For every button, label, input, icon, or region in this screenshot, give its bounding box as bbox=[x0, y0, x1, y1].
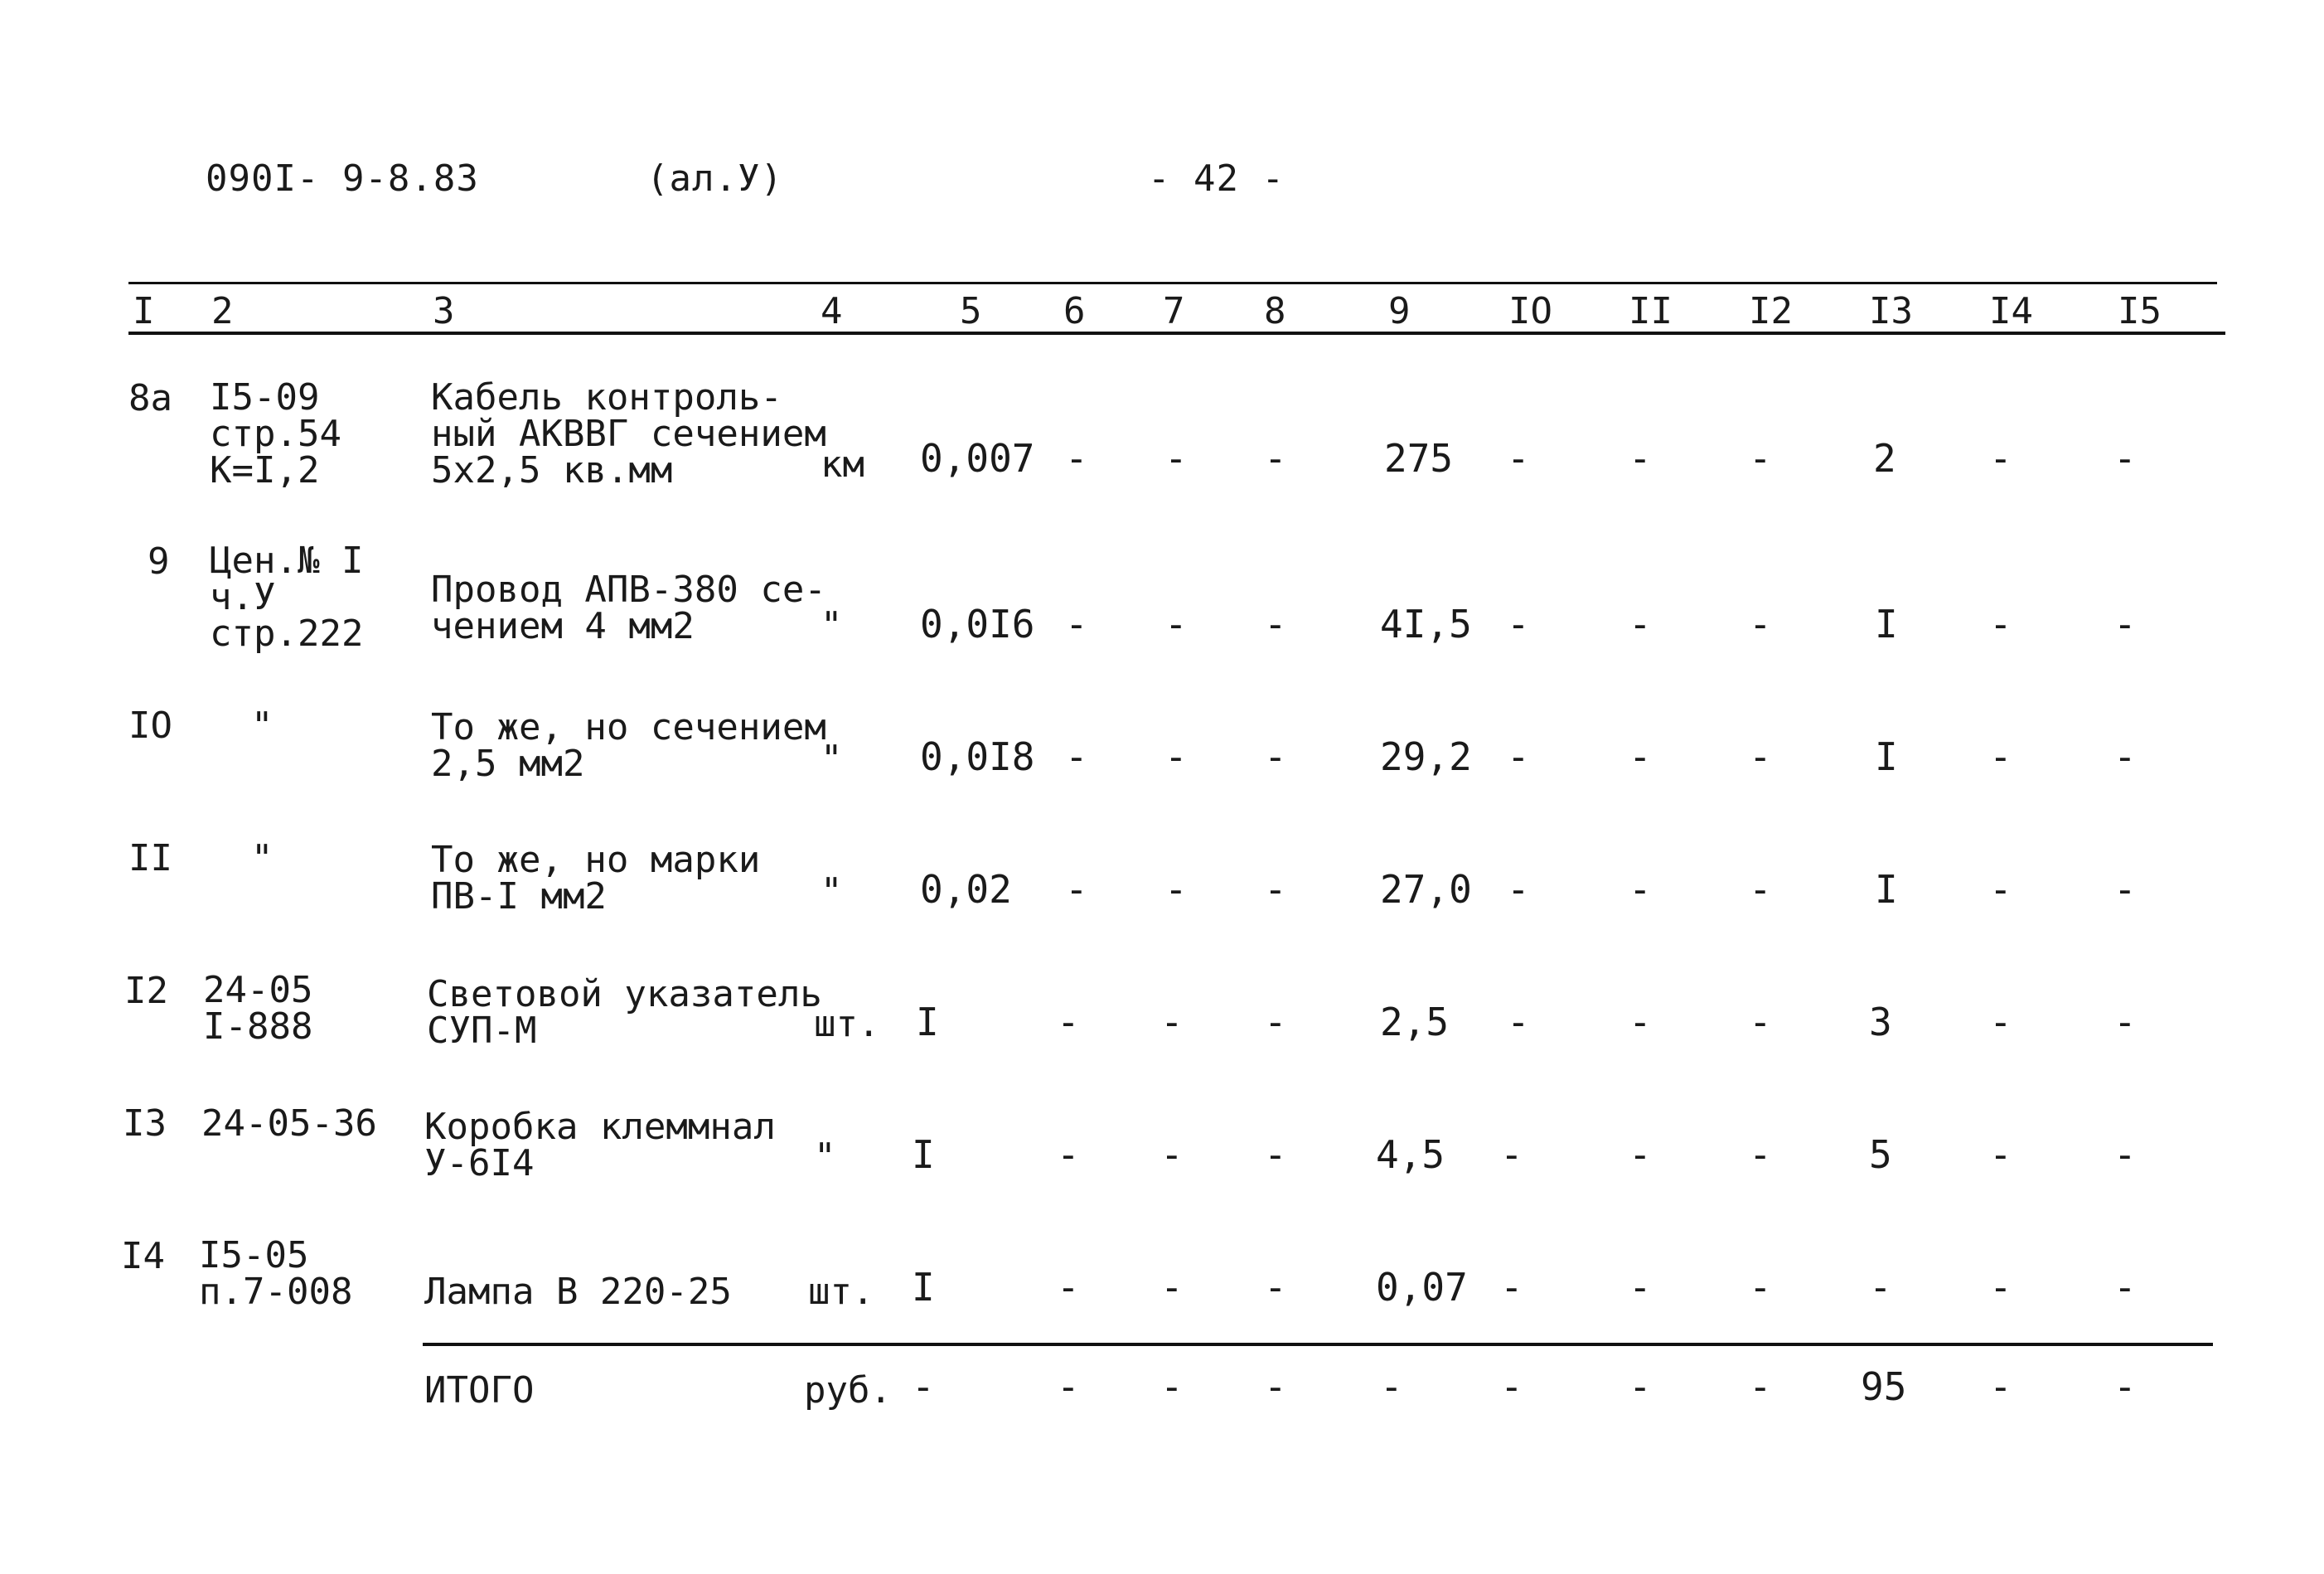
col-10: - bbox=[1500, 1265, 1523, 1310]
col-8: - bbox=[1264, 867, 1287, 912]
reference-code: Цен.№ I ч.У стр.222 bbox=[210, 540, 364, 655]
col-9-value: 4,5 bbox=[1376, 1132, 1445, 1177]
col-7: - bbox=[1160, 1265, 1184, 1310]
col-13-value: I bbox=[1875, 734, 1898, 779]
row-number: I2 bbox=[124, 970, 168, 1012]
col-11: - bbox=[1629, 1265, 1652, 1310]
column-number: 5 bbox=[960, 290, 982, 332]
row-number: 8а bbox=[128, 377, 172, 419]
reference-code: I5-09 стр.54 К=I,2 bbox=[210, 376, 341, 492]
total-col-7: - bbox=[1160, 1364, 1184, 1409]
col-15: - bbox=[2113, 734, 2137, 779]
col-11: - bbox=[1629, 602, 1652, 647]
col-12: - bbox=[1749, 867, 1772, 912]
reference-code: 24-05 I-888 bbox=[203, 969, 313, 1048]
col-14: - bbox=[1989, 436, 2012, 481]
col-6: - bbox=[1057, 1132, 1080, 1177]
col-8: - bbox=[1264, 602, 1287, 647]
unit: км bbox=[821, 443, 864, 486]
item-description: Световой указатель СУП-М bbox=[427, 973, 822, 1052]
unit: " bbox=[821, 604, 843, 647]
unit: " bbox=[821, 870, 843, 913]
item-description: Лампа В 220-25 bbox=[424, 1271, 732, 1313]
total-label: ИТОГО bbox=[424, 1369, 535, 1412]
total-col-15: - bbox=[2113, 1364, 2137, 1409]
col-7: - bbox=[1164, 436, 1188, 481]
reference-code: I5-05 п.7-008 bbox=[199, 1234, 353, 1313]
col-14: - bbox=[1989, 1132, 2012, 1177]
col-15: - bbox=[2113, 1000, 2137, 1044]
col-6: - bbox=[1065, 734, 1088, 779]
col-11: - bbox=[1629, 1000, 1652, 1044]
column-number: 4 bbox=[821, 290, 843, 332]
column-number: I3 bbox=[1869, 290, 1913, 332]
column-number: I5 bbox=[2118, 290, 2162, 332]
album-reference: (ал.У) bbox=[646, 157, 783, 200]
col-13-value: I bbox=[1875, 602, 1898, 647]
total-col-6: - bbox=[1057, 1364, 1080, 1409]
unit: " bbox=[821, 738, 843, 780]
col-8: - bbox=[1264, 1265, 1287, 1310]
col-13-value: 2 bbox=[1873, 436, 1896, 481]
col-15: - bbox=[2113, 436, 2137, 481]
col-10: - bbox=[1507, 867, 1530, 912]
col-12: - bbox=[1749, 1265, 1772, 1310]
col-6: - bbox=[1065, 602, 1088, 647]
col-9-value: 275 bbox=[1384, 436, 1454, 481]
column-number: II bbox=[1629, 290, 1673, 332]
col-13-value: - bbox=[1869, 1265, 1892, 1310]
col-11: - bbox=[1629, 734, 1652, 779]
reference-code: 24-05-36 bbox=[201, 1102, 377, 1145]
col-9-value: 2,5 bbox=[1380, 1000, 1450, 1044]
row-number: 9 bbox=[148, 540, 170, 583]
page-number: - 42 - bbox=[1148, 157, 1285, 200]
row-number: II bbox=[128, 837, 172, 879]
column-number: 7 bbox=[1163, 290, 1185, 332]
col-10: - bbox=[1507, 602, 1530, 647]
quantity: I bbox=[912, 1265, 935, 1310]
col-9-value: 4I,5 bbox=[1380, 602, 1472, 647]
item-description: Провод АПВ-380 се- чением 4 мм2 bbox=[431, 569, 826, 647]
total-unit: руб. bbox=[804, 1369, 892, 1412]
unit: шт. bbox=[808, 1271, 874, 1313]
item-description: То же, но марки ПВ-I мм2 bbox=[431, 839, 761, 918]
col-7: - bbox=[1160, 1132, 1184, 1177]
col-9-value: 0,07 bbox=[1376, 1265, 1468, 1310]
col-15: - bbox=[2113, 867, 2137, 912]
col-15: - bbox=[2113, 1132, 2137, 1177]
col-8: - bbox=[1264, 1132, 1287, 1177]
col-7: - bbox=[1164, 602, 1188, 647]
col-12: - bbox=[1749, 734, 1772, 779]
col-9-value: 27,0 bbox=[1380, 867, 1472, 912]
column-number: 6 bbox=[1063, 290, 1086, 332]
col-9-value: 29,2 bbox=[1380, 734, 1472, 779]
col-12: - bbox=[1749, 1000, 1772, 1044]
col-14: - bbox=[1989, 1265, 2012, 1310]
reference-code: " bbox=[251, 705, 274, 747]
column-number: I4 bbox=[1989, 290, 2033, 332]
col-11: - bbox=[1629, 867, 1652, 912]
col-6: - bbox=[1065, 867, 1088, 912]
quantity: 0,0I6 bbox=[920, 602, 1035, 647]
col-14: - bbox=[1989, 602, 2012, 647]
total-col-14: - bbox=[1989, 1364, 2012, 1409]
col-10: - bbox=[1507, 436, 1530, 481]
col-11: - bbox=[1629, 1132, 1652, 1177]
item-description: То же, но сечением 2,5 мм2 bbox=[431, 706, 826, 785]
unit: " bbox=[814, 1136, 836, 1178]
row-number: I3 bbox=[123, 1102, 167, 1145]
total-col-12: - bbox=[1749, 1364, 1772, 1409]
reference-code: " bbox=[251, 837, 274, 879]
col-12: - bbox=[1749, 602, 1772, 647]
row-number: I4 bbox=[121, 1235, 165, 1277]
total-col-10: - bbox=[1500, 1364, 1523, 1409]
col-7: - bbox=[1164, 734, 1188, 779]
total-amount: 95 bbox=[1861, 1364, 1907, 1409]
column-number: 2 bbox=[211, 290, 234, 332]
column-number: 8 bbox=[1264, 290, 1286, 332]
total-col-9: - bbox=[1380, 1364, 1403, 1409]
col-8: - bbox=[1264, 1000, 1287, 1044]
col-15: - bbox=[2113, 602, 2137, 647]
quantity: I bbox=[912, 1132, 935, 1177]
col-13-value: 3 bbox=[1869, 1000, 1892, 1044]
table-top-rule bbox=[128, 282, 2217, 284]
col-10: - bbox=[1500, 1132, 1523, 1177]
col-6: - bbox=[1065, 436, 1088, 481]
quantity: 0,02 bbox=[920, 867, 1012, 912]
col-7: - bbox=[1164, 867, 1188, 912]
quantity: 0,007 bbox=[920, 436, 1035, 481]
column-number: I bbox=[133, 290, 155, 332]
total-quantity: - bbox=[912, 1364, 935, 1409]
col-10: - bbox=[1507, 1000, 1530, 1044]
col-13-value: I bbox=[1875, 867, 1898, 912]
row-number: IO bbox=[128, 705, 172, 747]
column-number: 9 bbox=[1388, 290, 1411, 332]
column-number: I2 bbox=[1749, 290, 1793, 332]
col-8: - bbox=[1264, 436, 1287, 481]
column-number: 3 bbox=[433, 290, 455, 332]
col-15: - bbox=[2113, 1265, 2137, 1310]
item-description: Коробка клеммнал У-6I4 bbox=[424, 1106, 776, 1184]
col-14: - bbox=[1989, 1000, 2012, 1044]
total-rule bbox=[423, 1343, 2213, 1346]
col-8: - bbox=[1264, 734, 1287, 779]
col-10: - bbox=[1507, 734, 1530, 779]
total-col-8: - bbox=[1264, 1364, 1287, 1409]
unit: шт. bbox=[814, 1003, 880, 1045]
col-12: - bbox=[1749, 1132, 1772, 1177]
col-7: - bbox=[1160, 1000, 1184, 1044]
quantity: I bbox=[916, 1000, 939, 1044]
col-14: - bbox=[1989, 867, 2012, 912]
col-14: - bbox=[1989, 734, 2012, 779]
document-code: 090I- 9-8.83 bbox=[206, 157, 479, 200]
col-6: - bbox=[1057, 1265, 1080, 1310]
col-12: - bbox=[1749, 436, 1772, 481]
col-6: - bbox=[1057, 1000, 1080, 1044]
col-11: - bbox=[1629, 436, 1652, 481]
item-description: Кабель контроль- ный АКВВГ сечением 5х2,5 кв.мм bbox=[431, 376, 826, 492]
col-13-value: 5 bbox=[1869, 1132, 1892, 1177]
total-col-11: - bbox=[1629, 1364, 1652, 1409]
quantity: 0,0I8 bbox=[920, 734, 1035, 779]
column-number: IO bbox=[1508, 290, 1552, 332]
